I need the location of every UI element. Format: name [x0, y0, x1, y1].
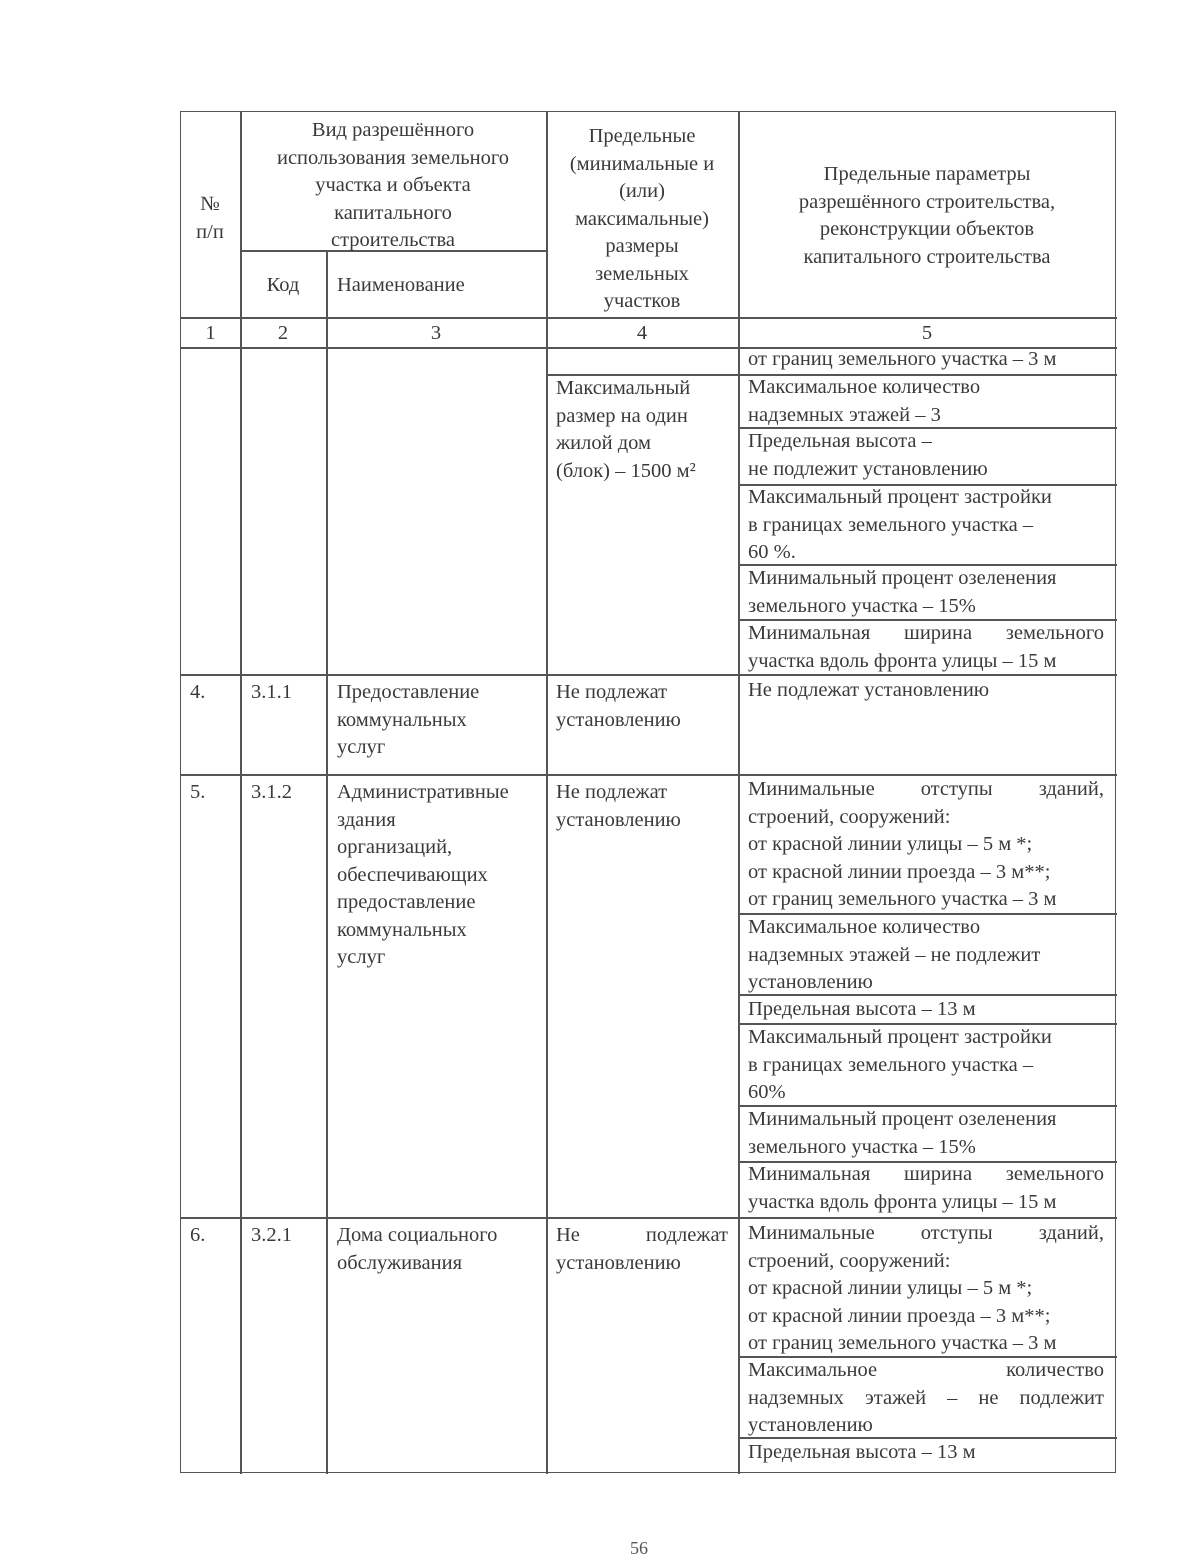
row5-name: Административные здания организаций, обеспечивающих предоставление коммунальных услуг — [337, 781, 509, 968]
col-number-4: 4 — [636, 322, 648, 344]
cont-coverage: Максимальный процент застройки в границах земельного участка – 60 %. — [748, 486, 1052, 563]
row5-num: 5. — [190, 781, 206, 803]
col-number-3: 3 — [430, 322, 442, 344]
col-number-5: 5 — [921, 322, 933, 344]
row5-width: Минимальная ширина земельного участка вдоль фронта улицы – 15 м — [748, 1163, 1104, 1213]
cont-green: Минимальный процент озеленения земельного участка – 15% — [748, 567, 1057, 617]
cont-offset-line: от границ земельного участка – 3 м — [748, 348, 1057, 370]
row5-offsets: Минимальные отступы зданий, строений, сооружений: от красной линии улицы – 5 м *; от красной линии проезда – 3 м**; от границ земельного участка – 3 м — [748, 778, 1104, 910]
header-name: Наименование — [337, 274, 465, 296]
row4-name: Предоставление коммунальных услуг — [337, 681, 480, 758]
cont-height: Предельная высота – не подлежит установлению — [748, 430, 988, 480]
header-type-group: Вид разрешённого использования земельного участка и объекта капитального строительства — [276, 119, 510, 251]
col-divider-2 — [326, 250, 328, 1474]
cont-floors: Максимальное количество надземных этажей – 3 — [748, 376, 981, 426]
row5-code: 3.1.2 — [251, 781, 292, 803]
row5-sizes: Не подлежат установлению — [556, 781, 681, 831]
row5-green: Минимальный процент озеленения земельного участка – 15% — [748, 1108, 1057, 1158]
row4-num: 4. — [190, 681, 206, 703]
row6-top — [181, 1217, 1117, 1219]
header-bottom — [181, 317, 1117, 319]
header-code: Код — [266, 274, 300, 296]
page-number: 56 — [630, 1538, 648, 1558]
row5-height: Предельная высота – 13 м — [748, 998, 976, 1020]
header-params: Предельные параметры разрешённого строительства, реконструкции объектов капитального строительства — [798, 163, 1056, 268]
row6-floors: Максимальное количество надземных этажей – не подлежит установлению — [748, 1359, 1104, 1436]
row4-sizes: Не подлежат установлению — [556, 681, 681, 731]
row6-offsets: Минимальные отступы зданий, строений, сооружений: от красной линии улицы – 5 м *; от красной линии проезда – 3 м**; от границ земельного участка – 3 м — [748, 1222, 1104, 1354]
row6-sizes: Не подлежат установлению — [556, 1224, 728, 1274]
row4-code: 3.1.1 — [251, 681, 292, 703]
header-sizes: Предельные (минимальные и (или) максимальные) размеры земельных участков — [569, 125, 715, 312]
row5-coverage: Максимальный процент застройки в границах земельного участка – 60% — [748, 1026, 1052, 1103]
col-number-1: 1 — [205, 322, 216, 344]
cont-max-size: Максимальный размер на один жилой дом (блок) – 1500 м² — [556, 377, 696, 482]
col-number-2: 2 — [277, 322, 289, 344]
row6-height: Предельная высота – 13 м — [748, 1441, 976, 1463]
row6-num: 6. — [190, 1224, 206, 1246]
cont-width: Минимальная ширина земельного участка вдоль фронта улицы – 15 м — [748, 622, 1104, 672]
row4-params: Не подлежат установлению — [748, 679, 990, 701]
row6-code: 3.2.1 — [251, 1224, 292, 1246]
row6-name: Дома социального обслуживания — [337, 1224, 498, 1274]
row5-floors: Максимальное количество надземных этажей – не подлежит установлению — [748, 916, 1041, 993]
header-num: № п/п — [196, 193, 224, 243]
